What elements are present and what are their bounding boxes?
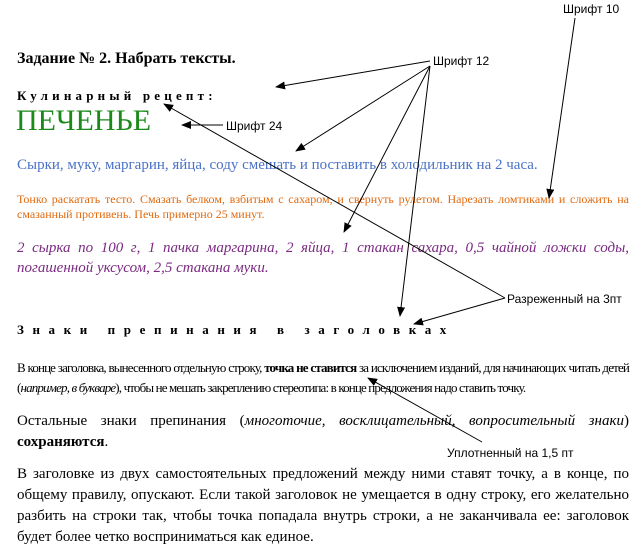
para1-italic: например, в букваре <box>20 380 116 395</box>
para2-text-c: ) <box>623 413 629 429</box>
annotation-font-12: Шрифт 12 <box>433 54 490 68</box>
annotation-font-24: Шрифт 24 <box>226 119 283 133</box>
annotation-condensed-1-5pt: Уплотненный на 1,5 пт <box>447 446 574 460</box>
arrow-3pt-to-punct <box>414 298 505 324</box>
para1-text-a: В конце заголовка, вынесенного отдельную строку, <box>17 360 265 375</box>
arrow-font12-to-title <box>276 61 430 87</box>
para2-italic: многоточие, восклицательный, вопросительный знаки <box>244 413 624 429</box>
cookie-title: ПЕЧЕНЬЕ <box>16 104 152 137</box>
arrow-font12-to-punct <box>400 66 430 316</box>
task-title: Задание № 2. Набрать тексты. <box>17 50 236 67</box>
arrow-font10-to-orange <box>549 18 575 198</box>
para1-text-e: ), чтобы не мешать закреплению стереотипа: в конце предложения надо ставить точку. <box>115 380 526 395</box>
para1-bold: точка не ставится <box>264 360 357 375</box>
ingredients-list-paragraph: 2 сырка по 100 г, 1 пачка маргарина, 2 яйца, 1 стакан сахара, 0,5 чайной ложки соды, погашенной уксусом, 2,5 стакана муки. <box>17 240 629 276</box>
para2-text-e: . <box>104 434 109 450</box>
arrow-font12-to-blue <box>296 66 430 151</box>
recipe-heading: Кулинарный рецепт: <box>17 88 217 103</box>
para2-bold: сохраняются <box>17 434 105 450</box>
annotation-spaced-3pt: Разреженный на 3пт <box>507 292 622 306</box>
ingredients-instruction-line: Сырки, муку, маргарин, яйца, соду смешать и поставить в холодильник на 2 часа. <box>17 157 538 173</box>
punctuation-heading: Знаки препинания в заголовках <box>17 322 455 337</box>
para2-text-a: Остальные знаки препинания ( <box>17 413 245 429</box>
annotation-font-10: Шрифт 10 <box>563 2 620 16</box>
para1-text-c: за исключением изданий, для начинающих читать детей ( <box>17 360 629 395</box>
condensed-paragraph <box>17 358 629 398</box>
heading-rule-paragraph: В заголовке из двух самостоятельных предложений между ними ставят точку, а в конце, по общему правилу, опускают. Если такой заголовок не умещается в одну строку, его желательно разбить на строки так, чтобы точка попадала внутрь строки, а не заканчивала ее: заголовок будет более четко восприниматься как единое. <box>17 466 629 545</box>
baking-instruction-paragraph: Тонко раскатать тесто. Смазать белком, взбитым с сахаром, и свернуть рулетом. Нарезать ломтиками и сложить на смазанный противень. Печь примерно 25 минут. <box>17 192 629 221</box>
